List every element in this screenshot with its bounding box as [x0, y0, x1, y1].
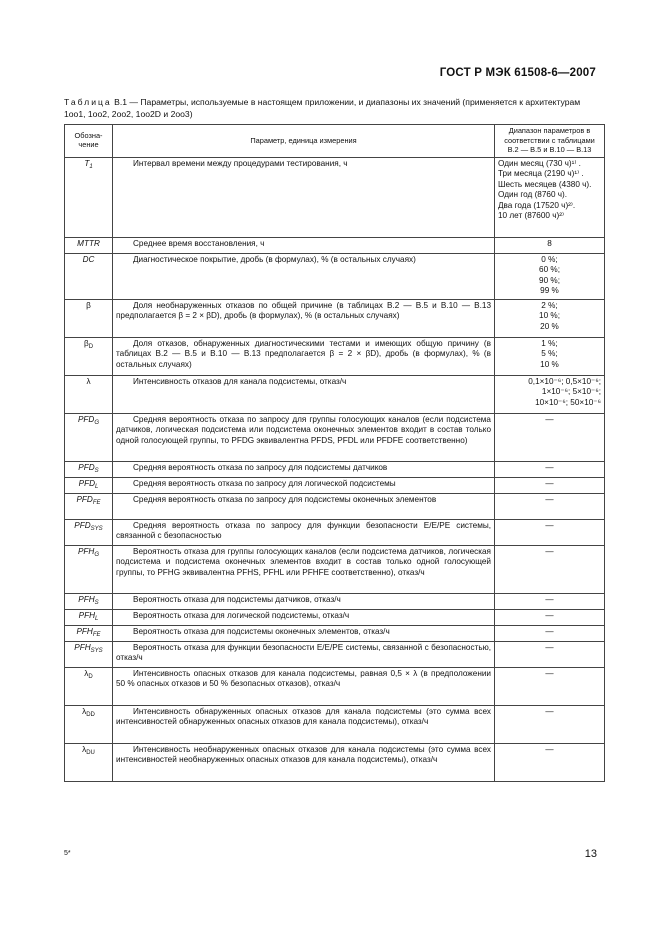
parameter-range	[495, 299, 605, 337]
range-value: Один месяц (730 ч)¹⁾ .	[498, 158, 581, 168]
range-value: Три месяца (2190 ч)¹⁾ .	[498, 169, 584, 179]
parameter-range	[495, 237, 605, 253]
range-value: —	[545, 668, 554, 678]
range-value: 2 %;	[541, 300, 558, 310]
parameter-range	[495, 461, 605, 477]
parameter-range	[495, 705, 605, 743]
table-row	[65, 461, 605, 477]
parameter-description: Средняя вероятность отказа по запросу для подсистемы датчиков	[113, 461, 495, 477]
table-row	[65, 493, 605, 519]
parameter-symbol	[65, 253, 113, 299]
header-parameter: Параметр, единица измерения	[113, 125, 495, 158]
range-value: 20 %	[540, 322, 559, 332]
range-value: 5 %;	[541, 349, 558, 359]
range-value: Один год (8760 ч).	[498, 190, 568, 200]
range-value: 10×10⁻⁶; 50×10⁻⁶	[535, 398, 601, 408]
symbol-text: PFD	[77, 414, 95, 424]
parameter-range	[495, 743, 605, 781]
range-value: —	[545, 610, 554, 620]
range-value: 99 %	[540, 286, 559, 296]
parameter-range	[495, 519, 605, 545]
symbol-subscript: G	[94, 551, 100, 558]
parameter-description: Вероятность отказа для группы голосующих каналов (если подсистема датчиков, логическая подсистема и подсистема оконечных элементов входит в состав только одной голосующей группы, то PFHG эквивалентна PFHS, PFHL или PFHFE соответственно), отказ/ч	[113, 545, 495, 593]
caption-label: Таблица	[64, 97, 112, 107]
symbol-text: PFH	[78, 594, 95, 604]
range-value: —	[545, 744, 554, 754]
parameter-symbol	[65, 609, 113, 625]
range-value: Два года (17520 ч)²⁾.	[498, 200, 576, 210]
parameter-symbol	[65, 461, 113, 477]
parameter-description: Интенсивность отказов для канала подсистемы, отказ/ч	[113, 375, 495, 413]
parameter-range	[495, 157, 605, 237]
parameter-symbol	[65, 667, 113, 705]
parameter-description: Вероятность отказа для подсистемы оконечных элементов, отказ/ч	[113, 625, 495, 641]
range-value: 10 лет (87600 ч)²⁾	[498, 211, 564, 221]
parameter-description: Вероятность отказа для логической подсистемы, отказ/ч	[113, 609, 495, 625]
symbol-subscript: FE	[92, 631, 101, 638]
range-value: —	[545, 546, 554, 556]
parameter-range	[495, 337, 605, 375]
table-row	[65, 253, 605, 299]
parameter-description: Интервал времени между процедурами тестирования, ч	[113, 157, 495, 237]
range-value: 1 %;	[541, 338, 558, 348]
parameter-description: Доля необнаруженных отказов по общей причине (в таблицах B.2 — B.5 и B.10 — B.13 предполагается β = 2 × βD), дробь (в формулах), % (в остальных случаях)	[113, 299, 495, 337]
table-row	[65, 237, 605, 253]
parameter-range	[495, 375, 605, 413]
parameter-description: Доля отказов, обнаруженных диагностическими тестами и имеющих общую причину (в таблицах B.2 — B.5 и B.10 — B.13 предполагается β = 2 × βD), дробь (в формулах), % (в остальных случаях)	[113, 337, 495, 375]
table-caption	[64, 97, 604, 120]
symbol-subscript: FE	[92, 499, 101, 506]
page-number: 13	[584, 848, 597, 860]
table-row	[65, 609, 605, 625]
table-row	[65, 157, 605, 237]
parameter-description: Диагностическое покрытие, дробь (в формулах), % (в остальных случаях)	[113, 253, 495, 299]
symbol-subscript: SYS	[90, 525, 103, 532]
parameter-symbol	[65, 375, 113, 413]
symbol-text: β	[86, 300, 91, 310]
symbol-subscript: L	[95, 615, 99, 622]
table-header-row	[65, 125, 605, 158]
parameter-symbol	[65, 545, 113, 593]
range-value: —	[545, 478, 554, 488]
parameter-description: Средняя вероятность отказа по запросу для группы голосующих каналов (если подсистема датчиков, логическая подсистема или подсистема оконечных элементов входит в состав только одной голосующей группы, то PFDG эквивалентна PFDS, PFDL или PFDFE соответственно)	[113, 413, 495, 461]
range-value: Шесть месяцев (4380 ч).	[498, 179, 592, 189]
parameter-symbol	[65, 493, 113, 519]
parameter-range	[495, 667, 605, 705]
range-value: 10 %;	[539, 311, 560, 321]
header-range: Диапазон параметров в соответствии с таблицами B.2 — B.5 и B.10 — B.13	[495, 125, 605, 158]
parameter-range	[495, 413, 605, 461]
symbol-subscript: 1	[89, 163, 93, 170]
table-row	[65, 593, 605, 609]
symbol-text: λ	[84, 668, 89, 678]
parameter-description: Интенсивность обнаруженных опасных отказов для канала подсистемы (это сумма всех интенсивностей обнаруженных опасных отказов для канала подсистемы), отказ/ч	[113, 705, 495, 743]
range-value: —	[545, 414, 554, 424]
range-value: —	[545, 594, 554, 604]
parameter-symbol	[65, 641, 113, 667]
table-row	[65, 413, 605, 461]
header-symbol: Обозна-чение	[65, 125, 113, 158]
symbol-text: PFH	[77, 546, 95, 556]
symbol-text: PFH	[74, 642, 91, 652]
range-value: 0 %;	[541, 254, 558, 264]
parameter-symbol	[65, 625, 113, 641]
parameter-symbol	[65, 237, 113, 253]
symbol-subscript: DD	[86, 711, 95, 718]
parameter-symbol	[65, 413, 113, 461]
parameter-symbol	[65, 157, 113, 237]
parameter-symbol	[65, 519, 113, 545]
range-value: —	[545, 520, 554, 530]
parameters-table	[64, 124, 605, 782]
table-row	[65, 519, 605, 545]
range-value: 90 %;	[539, 275, 560, 285]
range-value: 60 %;	[539, 265, 560, 275]
parameter-range	[495, 545, 605, 593]
parameter-description: Интенсивность необнаруженных опасных отказов для канала подсистемы (это сумма всех интенсивностей необнаруженных опасных отказов для канала подсистемы), отказ/ч	[113, 743, 495, 781]
parameter-symbol	[65, 299, 113, 337]
parameter-description: Вероятность отказа для подсистемы датчиков, отказ/ч	[113, 593, 495, 609]
parameter-symbol	[65, 337, 113, 375]
symbol-subscript: S	[94, 467, 99, 474]
table-row	[65, 743, 605, 781]
table-row	[65, 375, 605, 413]
table-row	[65, 705, 605, 743]
document-id: ГОСТ Р МЭК 61508-6—2007	[439, 67, 596, 79]
symbol-subscript: L	[95, 483, 99, 490]
symbol-subscript: S	[94, 599, 99, 606]
range-value: 0,1×10⁻⁶; 0,5×10⁻⁶;	[528, 376, 601, 386]
symbol-subscript: SYS	[90, 647, 103, 654]
parameter-range	[495, 641, 605, 667]
table-row	[65, 625, 605, 641]
range-value: —	[545, 494, 554, 504]
symbol-subscript: D	[88, 343, 94, 350]
symbol-text: PFH	[78, 610, 96, 620]
table-row	[65, 545, 605, 593]
table-row	[65, 477, 605, 493]
range-value: 10 %	[540, 360, 559, 370]
range-value: 1×10⁻⁶; 5×10⁻⁶;	[541, 387, 601, 397]
parameter-range	[495, 609, 605, 625]
range-value: —	[545, 642, 554, 652]
table-row	[65, 667, 605, 705]
symbol-text: T	[84, 158, 90, 168]
parameter-range	[495, 625, 605, 641]
parameter-description: Средняя вероятность отказа по запросу для логической подсистемы	[113, 477, 495, 493]
parameter-range	[495, 477, 605, 493]
parameter-description: Среднее время восстановления, ч	[113, 237, 495, 253]
parameter-description: Средняя вероятность отказа по запросу для подсистемы оконечных элементов	[113, 493, 495, 519]
footer-mark: 5*	[64, 850, 71, 857]
range-value: 8	[547, 238, 552, 248]
table-row	[65, 299, 605, 337]
symbol-text: λ	[86, 376, 91, 386]
parameter-range	[495, 493, 605, 519]
symbol-text: λ	[82, 744, 87, 754]
range-value: —	[545, 626, 554, 636]
symbol-text: PFD	[78, 478, 96, 488]
symbol-subscript: D	[88, 673, 93, 680]
table-row	[65, 641, 605, 667]
parameter-symbol	[65, 743, 113, 781]
parameter-symbol	[65, 705, 113, 743]
parameter-symbol	[65, 477, 113, 493]
parameter-range	[495, 253, 605, 299]
parameter-symbol	[65, 593, 113, 609]
symbol-text: PFD	[74, 520, 91, 530]
symbol-text: PFD	[76, 494, 93, 504]
symbol-text: MTTR	[77, 238, 100, 248]
symbol-subscript: G	[94, 419, 100, 426]
parameter-description: Вероятность отказа для функции безопасности E/E/PE системы, связанной с безопасностью, отказ/ч	[113, 641, 495, 667]
caption-text: B.1 — Параметры, используемые в настоящем приложении, и диапазоны их значений (применяется к архитектурам 1oo1, 1oo2, 2oo2, 1oo2D и 2oo3)	[64, 97, 581, 119]
parameter-description: Интенсивность опасных отказов для канала подсистемы, равная 0,5 × λ (в предположении 50 % опасных отказов и 50 % безопасных отказов), отказ/ч	[113, 667, 495, 705]
range-value: —	[545, 706, 554, 716]
parameter-description: Средняя вероятность отказа по запросу для функции безопасности E/E/PE системы, связанной с безопасностью	[113, 519, 495, 545]
parameter-range	[495, 593, 605, 609]
symbol-text: PFD	[78, 462, 95, 472]
range-value: —	[545, 462, 554, 472]
symbol-text: DC	[82, 254, 95, 264]
table-row	[65, 337, 605, 375]
symbol-text: β	[83, 338, 89, 348]
symbol-text: λ	[82, 706, 87, 716]
symbol-text: PFH	[76, 626, 93, 636]
symbol-subscript: DU	[86, 749, 95, 756]
